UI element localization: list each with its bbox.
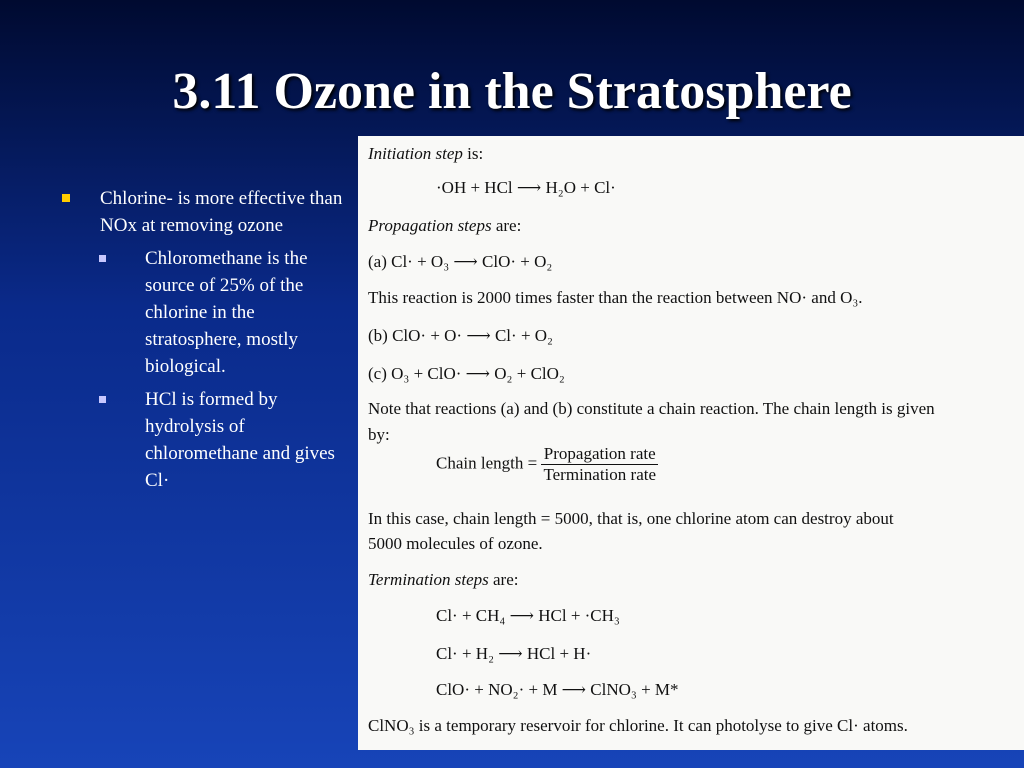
- equation-c: (c) O₃ + ClO· ⟶ O₂ + ClO₂: [368, 364, 565, 383]
- equation-b: (b) ClO· + O· ⟶ Cl· + O₂: [368, 326, 553, 345]
- sub-bullet-item: [107, 245, 347, 380]
- fraction: [541, 444, 658, 485]
- chain-note-line2: by:: [368, 425, 390, 444]
- termination-heading: Termination steps are:: [368, 570, 519, 589]
- propagation-heading: Propagation steps are:: [368, 216, 522, 235]
- equation-a: (a) Cl· + O₃ ⟶ ClO· + O₂: [368, 252, 553, 271]
- sub-bullet-item: [107, 386, 347, 494]
- initiation-equation: ·OH + HCl ⟶ H₂O + Cl·: [436, 178, 616, 197]
- bullet-text: Chloromethane is the source of 25% of the chlorine in the stratosphere, mostly biological.: [145, 248, 308, 377]
- chain-result-line1: In this case, chain length = 5000, that is, one chlorine atom can destroy about: [368, 509, 894, 528]
- termination-equation-1: Cl· + CH₄ ⟶ HCl + ·CH₃: [436, 606, 620, 625]
- chain-note-line1: Note that reactions (a) and (b) constitute a chain reaction. The chain length is given: [368, 399, 935, 418]
- bullet-text: HCl is formed by hydrolysis of chloromethane and gives Cl·: [145, 389, 335, 491]
- slide-title: 3.11 Ozone in the Stratosphere: [172, 63, 852, 120]
- initiation-heading: Initiation step is:: [368, 144, 484, 163]
- square-bullet-icon: [99, 255, 106, 262]
- reservoir-note: ClNO₃ is a temporary reservoir for chlorine. It can photolyse to give Cl· atoms.: [368, 716, 908, 735]
- chain-result-line2: 5000 molecules of ozone.: [368, 534, 543, 553]
- termination-equation-3: ClO· + NO₂· + M ⟶ ClNO₃ + M*: [436, 680, 679, 699]
- bullet-text: Chlorine- is more effective than NOx at removing ozone: [100, 188, 343, 236]
- chain-length-formula: [436, 444, 658, 485]
- bullet-list: [62, 185, 347, 494]
- fraction-numerator: Propagation rate: [541, 444, 658, 465]
- termination-equation-2: Cl· + H₂ ⟶ HCl + H·: [436, 644, 592, 663]
- chain-length-label: Chain length =: [436, 453, 538, 473]
- bullet-item: [62, 185, 347, 239]
- fraction-denominator: Termination rate: [543, 465, 657, 484]
- square-bullet-icon: [99, 396, 106, 403]
- square-bullet-icon: [62, 194, 70, 202]
- rate-note: This reaction is 2000 times faster than the reaction between NO· and O₃.: [368, 288, 863, 307]
- textbook-excerpt-image: [358, 136, 1024, 750]
